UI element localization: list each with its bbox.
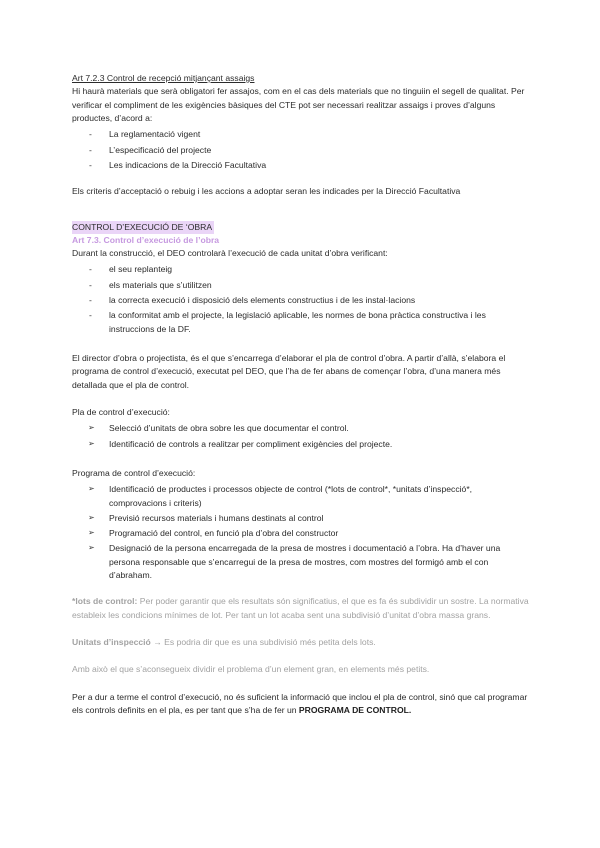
paragraph-execucio-intro: Durant la construcció, el DEO controlarà l’execució de cada unitat d’obra verificant: xyxy=(72,248,388,259)
list-item: ➢ Selecció d’unitats de obra sobre les que documentar el control. xyxy=(88,423,349,434)
list-item: - els materials que s’utilitzen xyxy=(72,279,532,292)
list-item: ➢ Identificació de productes i processos objecte de control (*lots de control*, *unitats d’inspecció*, comprovacions i criteris) xyxy=(88,484,473,508)
list-item: ➢ Programació del control, en funció pla d’obra del constructor xyxy=(88,528,339,539)
list-item: - L’especificació del projecte xyxy=(72,144,532,157)
document-body xyxy=(72,72,532,717)
dash-marker: - xyxy=(89,159,92,170)
arrow-marker-icon: ➢ xyxy=(88,512,95,522)
list-item: ➢ Previsió recursos materials i humans destinats al control xyxy=(88,512,324,523)
dash-marker: - xyxy=(89,129,92,140)
arrow-marker-icon: ➢ xyxy=(88,543,95,553)
list-item: - el seu replanteig xyxy=(72,263,532,276)
list-item: - La reglamentació vigent xyxy=(72,128,532,141)
list-item: - la conformitat amb el projecte, la legislació aplicable, les normes de bona pràctica constructiva i les instruccions de la DF. xyxy=(89,310,486,334)
list-item: ➢ Designació de la persona encarregada de la presa de mostres i documentació a l’obra. Ha d’haver una persona responsable que s’encarregui de la presa de mostres, com mostres del formigó amb el con d’abraham. xyxy=(88,543,501,581)
list-programa-control xyxy=(72,483,532,582)
list-item: ➢ Identificació de controls a realitzar per compliment exigències del projecte. xyxy=(88,438,393,449)
section-subtitle-execucio: Art 7.3. Control d’execució de l’obra xyxy=(72,234,220,245)
arrow-marker-icon: ➢ xyxy=(88,528,95,538)
note-lots-label: *lots de control: xyxy=(72,596,138,607)
dash-marker: - xyxy=(89,279,92,290)
list-item: - la correcta execució i disposició dels elements constructius i de les instal·lacions xyxy=(72,294,532,307)
paragraph-recepcio-intro: Hi haurà materials que serà obligatori fer assajos, com en el cas dels materials que no tinguiin el segell de qualitat. Per verificar el compliment de les exigències bàsiques del CTE pot ser necessari realitzar assaigs i proves d’alguns productes, d’acord a: xyxy=(72,86,525,123)
note-dividir-problema: Amb això el que s’aconsegueix dividir el problema d’un element gran, en elements més petits. xyxy=(72,664,430,675)
arrow-marker-icon: ➢ xyxy=(88,484,95,494)
section-heading-recepcio: Art 7.2.3 Control de recepció mitjançant assaigs xyxy=(72,73,255,83)
dash-marker: - xyxy=(89,295,92,306)
dash-marker: - xyxy=(89,310,92,321)
list-pla-control xyxy=(72,422,532,451)
dash-marker: - xyxy=(89,264,92,275)
paragraph-final-programa: Per a dur a terme el control d’execució, no és suficient la informació que inclou el pla de control, sinó que cal programar els controls definits en el pla, es per tant que s’ha de fer un PROGRAMA DE CONTROL. xyxy=(72,691,528,715)
section-title-execucio: CONTROL D’EXECUCIÓ DE ‘OBRA xyxy=(72,221,214,234)
note-unitats-label: Unitats d’inspecció xyxy=(72,637,151,647)
list-item: - Les indicacions de la Direcció Facultativa xyxy=(72,159,532,172)
note-lots-control: *lots de control: Per poder garantir que els resultats són significatius, el que es fa és subdividir un sostre. La normativa estableix les condicions mínimes de lot. Per tant un lot acaba sent una subdivisió d’unitat d’obra massa grans. xyxy=(72,596,529,620)
arrow-marker-icon: ➢ xyxy=(88,438,95,448)
pla-control-heading: Pla de control d’execució: xyxy=(72,406,170,417)
paragraph-acceptacio: Els criteris d’acceptació o rebuig i les accions a adoptar seran les indicades per la Direcció Facultativa xyxy=(72,186,461,197)
list-recepcio-criteria xyxy=(72,128,532,172)
programa-control-emphasis: PROGRAMA DE CONTROL. xyxy=(298,704,412,715)
dash-marker: - xyxy=(89,144,92,155)
paragraph-director-obra: El director d’obra o projectista, és el que s’encarrega d’elaborar el pla de control d’obra. A partir d’allà, s’elabora el programa de control d’execució, executat pel DEO, que l’ha de fer abans de començar l’obra, d’una manera més detallada que el pla de control. xyxy=(72,353,506,390)
list-execucio-verificacions xyxy=(72,263,532,336)
arrow-marker-icon: ➢ xyxy=(88,423,95,433)
programa-control-heading: Programa de control d’execució: xyxy=(72,467,196,478)
note-unitats-inspeccio: Unitats d’inspecció → Es podria dir que es una subdivisió més petita dels lots. xyxy=(72,637,376,647)
